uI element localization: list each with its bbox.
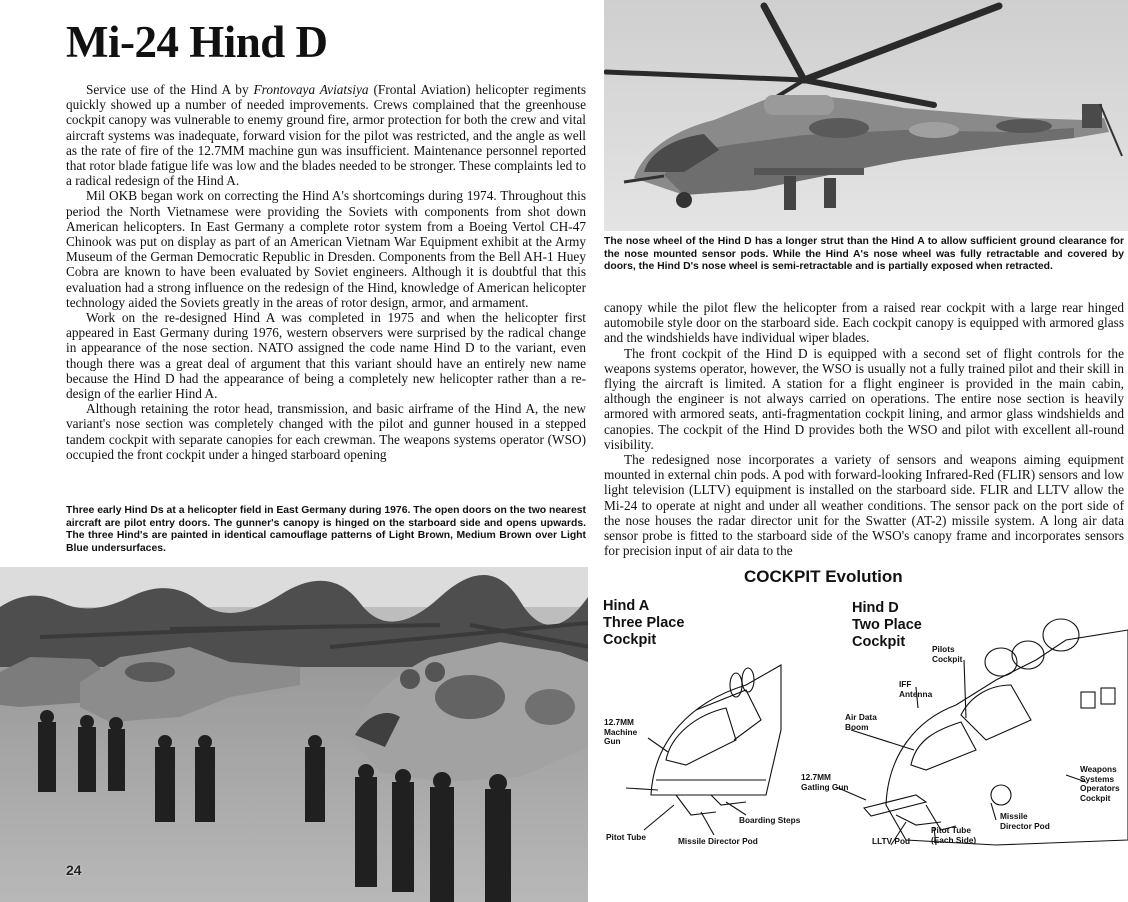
paragraph: canopy while the pilot flew the helicopter from a raised rear cockpit with a large rear hinged automobile style door on the starboard side. Each cockpit canopy is equipped with armored glass and the windshields have individual wiper blades. <box>604 300 1124 346</box>
photo-caption-bottom: Three early Hind Ds at a helicopter field in East Germany during 1976. The open doors on the two nearest aircraft are pilot entry doors. The gunner's canopy is hinged on the starboard side and opens upwards. The three Hind's are painted in identical camouflage patterns of Light Brown, Medium Brown over Light Blue undersurfaces. <box>66 505 586 554</box>
label-wso-cockpit: Weapons Systems Operators Cockpit <box>1080 764 1120 803</box>
paragraph: The redesigned nose incorporates a variety of sensors and weapons aiming equipment mounted in external chin pods. A pod with forward-looking Infrared-Red (FLIR) sensors and low light television (LLTV) equipment is installed on the starboard side. FLIR and LLTV allow the Mi-24 to operate at night and under all weather conditions. The sensor pack on the port side of the nose houses the radar director unit for the Swatter (AT-2) missile system. A long air data sensor probe is fitted to the starboard side of the WSO's canopy frame and incorporates sensors for precision input of air data to the <box>604 452 1124 559</box>
label-pilots-cockpit: Pilots Cockpit <box>932 644 963 664</box>
label-boarding-steps: Boarding Steps <box>739 815 801 825</box>
left-column-text <box>66 82 586 462</box>
label-air-data-boom: Air Data Boom <box>845 712 877 732</box>
label-pitot-tube-a: Pitot Tube <box>606 832 646 842</box>
label-missile-director-pod-d: Missile Director Pod <box>1000 811 1050 831</box>
hind-d-heading: Hind D Two Place Cockpit <box>852 600 922 650</box>
page-number: 24 <box>66 862 82 878</box>
cockpit-line-drawings <box>596 590 1128 902</box>
photo-three-hind-ds-field <box>0 567 588 902</box>
paragraph: The front cockpit of the Hind D is equipped with a second set of flight controls for the weapons systems operator, however, the WSO is usually not a fully trained pilot and their skill in flying the aircraft is limited. A station for a flight engineer is provided in the main cabin, although the engineer is not always carried on operations. The entire nose section is heavily armored with armored seats, anti-fragmentation cockpit lining, and armor glass windshields and canopies. The cockpit of the Hind D provides both the WSO and pilot with excellent all-round visibility. <box>604 345 1124 452</box>
page-title: Mi-24 Hind D <box>66 17 328 67</box>
paragraph: Service use of the Hind A by Frontovaya Aviatsiya (Frontal Aviation) helicopter regiments quickly showed up a number of needed improvements. Crews complained that the greenhouse cockpit canopy was vulnerable to enemy ground fire, armor protection for both the crew and vital aircraft systems was inadequate, forward vision for the pilot was restricted, and the angle as well as the rate of fire of the 12.7MM machine gun was insufficient. Maintenance personnel reported that rotor blade fatigue life was low and the blades needed to be stronger. These complaints led to a radical redesign of the Hind A. <box>66 82 586 189</box>
paragraph: Work on the re-designed Hind A was completed in 1975 and when the helicopter first appeared in East Germany during 1976, western observers were surprised by the radical change in appearance of the nose section. NATO assigned the code name Hind D to the variant, even though there was a great deal of argument that this variant should have an entirely new name because the Hind D had the appearance of being a completely new helicopter rather than a re-design of the earlier Hind A. <box>66 310 586 402</box>
photo-caption-top: The nose wheel of the Hind D has a longer strut than the Hind A to allow sufficient ground clearance for the nose mounted sensor pods. While the Hind A's nose wheel was fully retractable and covered by doors, the Hind D's nose wheel is semi-retractable and is partially exposed when retracted. <box>604 236 1124 272</box>
label-machine-gun: 12.7MM Machine Gun <box>604 717 638 746</box>
paragraph: Although retaining the rotor head, transmission, and basic airframe of the Hind A, the new variant's nose section was completely changed with the pilot and gunner housed in a stepped tandem cockpit with separate canopies for each crewman. The weapons systems operator (WSO) occupied the front cockpit under a hinged starboard opening <box>66 401 586 462</box>
label-lltv-pod: LLTV Pod <box>872 836 911 846</box>
photo-hind-d-in-flight <box>604 0 1128 231</box>
right-column-text <box>604 300 1124 558</box>
label-pitot-tube-d: Pitot Tube (Each Side) <box>931 825 977 845</box>
hind-a-heading: Hind A Three Place Cockpit <box>603 598 685 648</box>
label-missile-director-pod-a: Missile Director Pod <box>678 836 758 846</box>
label-iff-antenna: IFF Antenna <box>899 679 933 699</box>
paragraph: Mil OKB began work on correcting the Hind A's shortcomings during 1974. Throughout this period the North Vietnamese were providing the Soviets with components from shot down American helicopters. In East Germany a complete rotor system from a Boeing Vertol CH-47 Chinook was put on display as part of an American Vietnam War Equipment exhibit at the Army Museum of the German Democratic Republic in Dresden. Components from the Bell AH-1 Huey Cobra are known to have been evaluated by Soviet engineers. Although it is doubtful that this evaluation had a strong influence on the redesign of the Hind, knowledge of American helicopter technology aided the Soviets greatly in the areas of rotor design, armor, and armament. <box>66 188 586 310</box>
diagram-title: COCKPIT Evolution <box>744 567 903 586</box>
label-gatling-gun: 12.7MM Gatling Gun <box>801 772 849 792</box>
